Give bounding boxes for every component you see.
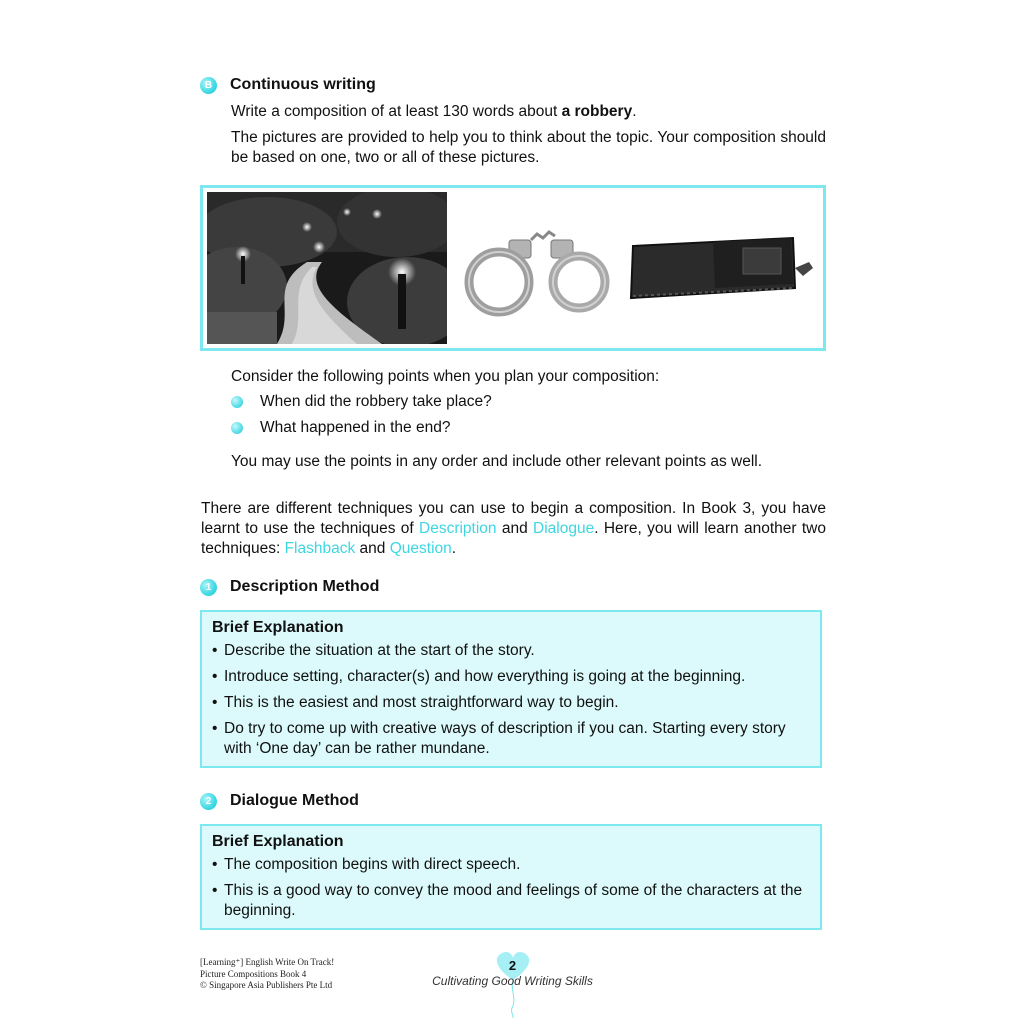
explanation-text: Do try to come up with creative ways of description if you can. Starting every story with ‘One day’ can be rather mundane.: [224, 720, 786, 757]
intro-text: and: [355, 540, 390, 557]
method-1-title: Description Method: [230, 578, 380, 595]
section-b-badge: B: [200, 77, 217, 94]
explanation-item: [212, 641, 810, 661]
footer-credits: [200, 957, 334, 992]
wallet-picture: [623, 228, 823, 308]
method-2-title: Dialogue Method: [230, 792, 359, 809]
point-text: When did the robbery take place?: [260, 393, 492, 410]
instruction-topic: a robbery: [561, 103, 633, 120]
section-b-heading: [200, 76, 376, 94]
bullet-icon: •: [212, 668, 218, 685]
handcuffs-picture: [461, 210, 611, 320]
intro-text: .: [451, 540, 457, 557]
technique-flashback-link: Flashback: [284, 540, 356, 557]
technique-description-link: Description: [419, 520, 497, 537]
explanation-text: Introduce setting, character(s) and how everything is going at the beginning.: [224, 668, 746, 685]
order-note: You may use the points in any order and include other relevant points as well.: [231, 453, 763, 470]
intro-paragraph: [201, 499, 826, 559]
footer-line: Picture Compositions Book 4: [200, 968, 307, 979]
picture-frame: [200, 185, 826, 351]
intro-text: and: [496, 520, 534, 537]
point-item: [231, 419, 450, 437]
method-1-badge: 1: [200, 579, 217, 596]
page-footer-center: [420, 950, 605, 1020]
method-2-explanation-box: [200, 824, 822, 930]
method-1-explanation-box: [200, 610, 822, 768]
explanation-text: This is the easiest and most straightforward way to begin.: [224, 694, 619, 711]
explanation-text: Describe the situation at the start of the story.: [224, 642, 535, 659]
explanation-item: [212, 667, 810, 687]
method-1-heading: [200, 578, 379, 596]
explanation-item: [212, 719, 810, 759]
method-2-badge: 2: [200, 793, 217, 810]
pictures-note: The pictures are provided to help you to think about the topic. Your composition should be based on one, two or all of these pictures.: [231, 129, 826, 166]
bullet-icon: •: [212, 856, 218, 873]
point-text: What happened in the end?: [260, 419, 451, 436]
explanation-item: [212, 881, 810, 921]
bullet-icon: •: [212, 882, 218, 899]
technique-dialogue-link: Dialogue: [533, 520, 595, 537]
explanation-item: [212, 693, 810, 713]
instruction: [231, 102, 826, 122]
point-item: [231, 393, 492, 411]
bullet-icon: •: [212, 642, 218, 659]
method-2-heading: [200, 792, 359, 810]
intro-text: . Here, you will learn another two techniques:: [201, 520, 826, 557]
footer-line: [Learning⁺] English Write On Track!: [200, 957, 335, 967]
section-b-title: Continuous writing: [230, 76, 376, 93]
explanation-text: This is a good way to convey the mood and feelings of some of the characters at the beginning.: [224, 882, 803, 919]
bullet-icon: •: [212, 720, 218, 737]
bullet-dot-icon: [231, 396, 243, 408]
technique-question-link: Question: [389, 540, 452, 557]
instruction-end: .: [632, 103, 637, 120]
explanation-item: [212, 855, 810, 875]
explanation-text: The composition begins with direct speech.: [224, 856, 521, 873]
footer-caption: Cultivating Good Writing Skills: [432, 974, 593, 988]
instruction-text: Write a composition of at least 130 words about: [231, 103, 562, 120]
consider-text: Consider the following points when you plan your composition:: [231, 368, 660, 385]
box-title: Brief Explanation: [212, 833, 344, 850]
bullet-icon: •: [212, 694, 218, 711]
footer-line: © Singapore Asia Publishers Pte Ltd: [200, 980, 333, 990]
night-path-picture: [207, 192, 447, 344]
intro-text: There are different techniques you can use to begin a composition. In Book 3, you have learnt to use the techniques of: [201, 500, 826, 537]
box-title: Brief Explanation: [212, 619, 344, 636]
bullet-dot-icon: [231, 422, 243, 434]
page-number: 2: [508, 958, 517, 973]
